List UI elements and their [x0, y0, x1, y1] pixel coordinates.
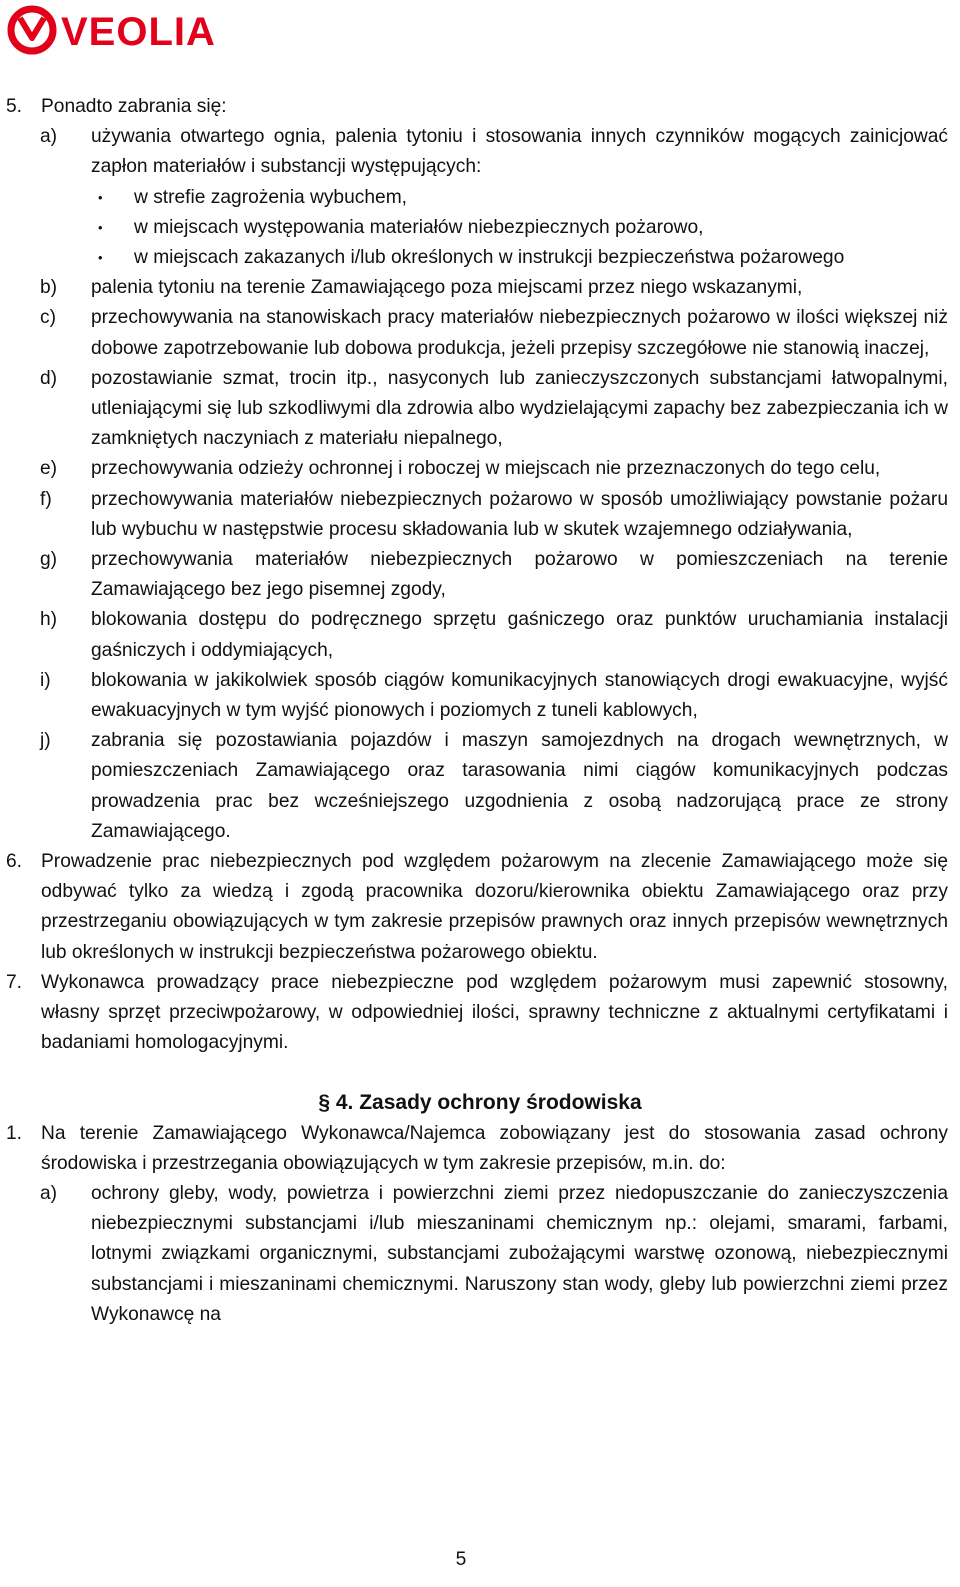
item-g	[0, 545, 960, 605]
item-letter: c)	[40, 307, 56, 329]
bullet-icon: •	[98, 219, 103, 235]
item-letter: b)	[40, 277, 58, 299]
item-text: Prowadzenie prac niebezpiecznych pod względem pożarowym na zlecenie Zamawiającego może się odbywać tylko za wiedzą i zgodą pracownika dozoru/kierownika obiektu Zamawiającego oraz przy przestrzeganiu obowiązujących w tym zakresie przepisów prawnych oraz innych przepisów wewnętrznych lub określonych w instrukcji bezpieczeństwa pożarowego obiektu.	[41, 851, 948, 963]
item-text: przechowywania materiałów niebezpiecznych pożarowo w pomieszczeniach na terenie Zamawiającego bez jego pisemnej zgody,	[91, 549, 948, 601]
bullet-text: w miejscach występowania materiałów niebezpiecznych pożarowo,	[134, 216, 704, 238]
veolia-logo	[6, 4, 246, 60]
bullet-item	[0, 243, 960, 273]
item-letter: d)	[40, 367, 58, 389]
item-letter: h)	[40, 609, 58, 631]
item-text: zabrania się pozostawiania pojazdów i maszyn samojezdnych na drogach wewnętrznych, w pomieszczeniach Zamawiającego oraz tarasowania nimi ciągów komunikacyjnych podczas prowadzenia prac bez wcześniejszego uzgodnienia z osobą nadzorującą prace ze strony Zamawiającego.	[91, 730, 948, 842]
item-c	[0, 303, 960, 363]
item-letter: a)	[40, 126, 58, 148]
item-text: palenia tytoniu na terenie Zamawiającego poza miejscami przez niego wskazanymi,	[91, 277, 803, 299]
item-letter: i)	[40, 669, 51, 691]
section-paragraph-1	[0, 1119, 960, 1179]
item-letter: g)	[40, 549, 58, 571]
bullet-text: w strefie zagrożenia wybuchem,	[134, 186, 408, 208]
bullet-icon: •	[98, 189, 103, 205]
item-text: przechowywania na stanowiskach pracy materiałów niebezpiecznych pożarowo w ilości większej niż dobowe zapotrzebowanie lub dobowa produkcja, jeżeli przepisy szczegółowe nie stanowią inaczej,	[91, 307, 948, 359]
item-a	[0, 122, 960, 182]
item-h	[0, 605, 960, 665]
item-number: 1.	[6, 1122, 23, 1144]
item-text: przechowywania odzieży ochronnej i roboczej w miejscach nie przeznaczonych do tego celu,	[91, 458, 881, 480]
section-item-a	[0, 1179, 960, 1330]
item-f	[0, 485, 960, 545]
item-text: blokowania dostępu do podręcznego sprzętu gaśniczego oraz punktów uruchamiania instalacji gaśniczych i oddymiających,	[91, 609, 948, 661]
item-number: 7.	[6, 971, 23, 993]
item-letter: e)	[40, 458, 58, 480]
veolia-ring-icon	[6, 4, 58, 56]
item-text: Wykonawca prowadzący prace niebezpieczne pod względem pożarowym musi zapewnić stosowny, własny sprzęt przeciwpożarowy, w odpowiedniej ilości, sprawny techniczne z aktualnymi certyfikatami i badaniami homologacyjnymi.	[41, 971, 948, 1054]
item-j	[0, 726, 960, 847]
item-text: używania otwartego ognia, palenia tytoniu i stosowania innych czynników mogących zainicjować zapłon materiałów i substancji występujących:	[91, 126, 948, 178]
paragraph-6	[0, 847, 960, 968]
item-letter: f)	[40, 488, 52, 510]
item-letter: a)	[40, 1182, 58, 1204]
item-text: blokowania w jakikolwiek sposób ciągów komunikacyjnych stanowiących drogi ewakuacyjne, wyjść ewakuacyjnych w tym wyjść pionowych i poziomych z tuneli kablowych,	[91, 669, 948, 722]
paragraph-5	[0, 92, 960, 122]
bullet-text: w miejscach zakazanych i/lub określonych w instrukcji bezpieczeństwa pożarowego	[134, 247, 845, 269]
item-text: ochrony gleby, wody, powietrza i powierzchni ziemi przez niedopuszczanie do zanieczyszczenia niebezpiecznymi substancjami i/lub mieszaninami chemicznym np.: olejami, smarami, farbami, lotnymi związkami organicznymi, substancjami zubożającymi warstwę ozonową, niebezpiecznymi substancjami i mieszaninami chemicznymi. Naruszony stan wody, gleby lub powierzchni ziemi przez Wykonawcę na	[91, 1182, 948, 1325]
item-b	[0, 273, 960, 303]
bullet-item	[0, 183, 960, 213]
item-letter: j)	[40, 730, 51, 752]
item-text: pozostawianie szmat, trocin itp., nasyconych lub zanieczyszczonych substancjami łatwopalnymi, utleniającymi się lub szkodliwymi dla zdrowia albo wydzielającymi zapachy bez zabezpieczania ich w zamkniętych naczyniach z materiału niepalnego,	[91, 367, 948, 450]
section-heading: § 4. Zasady ochrony środowiska	[318, 1090, 642, 1114]
item-d	[0, 364, 960, 455]
bullet-item	[0, 213, 960, 243]
item-e	[0, 454, 960, 484]
bullet-icon: •	[98, 250, 103, 266]
paragraph-7	[0, 968, 960, 1059]
item-text: przechowywania materiałów niebezpiecznych pożarowo w sposób umożliwiający powstanie pożaru lub wybuchu w następstwie procesu składowania lub w skutek wzajemnego odziaływania,	[91, 488, 948, 540]
item-text: Na terenie Zamawiającego Wykonawca/Najemca zobowiązany jest do stosowania zasad ochrony środowiska i przestrzegania obowiązujących w tym zakresie przepisów, m.in. do:	[41, 1122, 948, 1174]
item-i	[0, 666, 960, 726]
item-number: 5.	[6, 96, 23, 117]
document-body	[0, 92, 960, 1330]
item-text: Ponadto zabrania się:	[41, 96, 227, 117]
logo-wordmark: VEOLIA	[61, 10, 216, 54]
item-number: 6.	[6, 851, 23, 873]
page-number: 5	[455, 1549, 467, 1570]
